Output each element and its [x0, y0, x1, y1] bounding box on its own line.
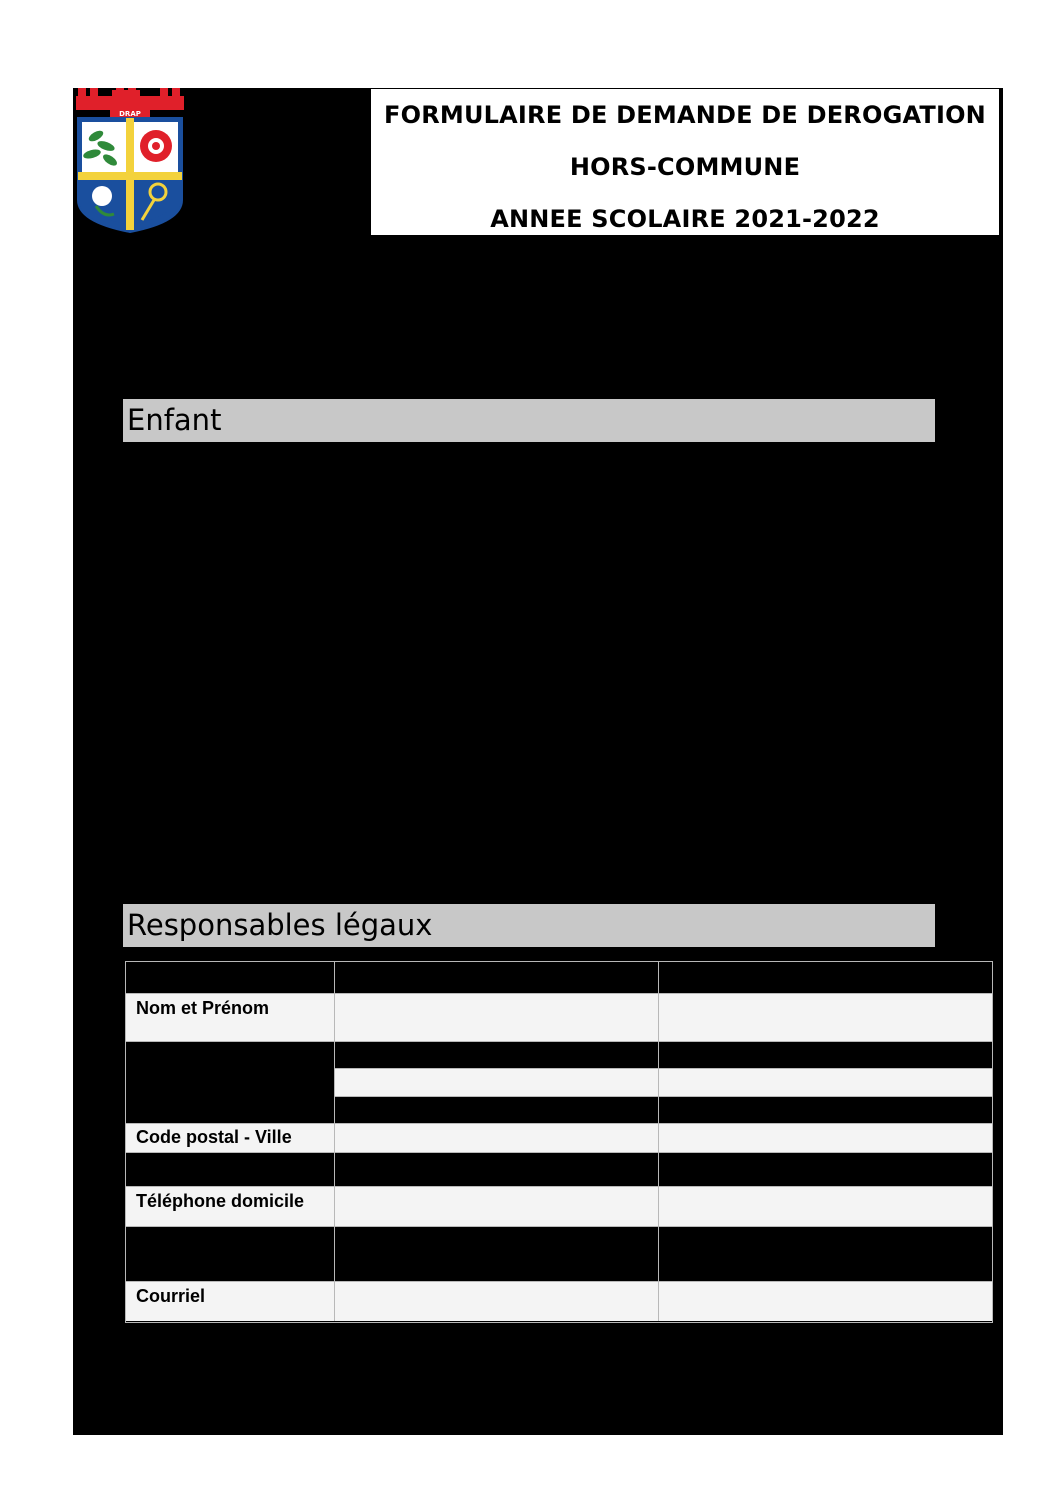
section-header-child: Enfant	[123, 399, 935, 442]
field-address-line1-guardian-1[interactable]	[335, 1042, 659, 1069]
logo-banner-text: DRAP	[119, 110, 141, 118]
label-postal-city: Code postal - Ville	[126, 1124, 335, 1153]
field-postal-city-guardian-1[interactable]	[335, 1124, 659, 1153]
field-postal-city-guardian-2[interactable]	[659, 1124, 992, 1153]
guardians-table	[125, 961, 993, 1323]
form-title-box	[370, 88, 1000, 236]
field-address-line3-guardian-2[interactable]	[659, 1097, 992, 1124]
form-title-line-1: FORMULAIRE DE DEMANDE DE DEROGATION	[384, 101, 986, 129]
table-header-cell	[659, 962, 992, 994]
field-address-line1-guardian-2[interactable]	[659, 1042, 992, 1069]
table-header-cell	[126, 962, 335, 994]
label-home-phone: Téléphone domicile	[126, 1187, 335, 1227]
field-home-phone-guardian-1[interactable]	[335, 1187, 659, 1227]
table-header-row	[126, 962, 992, 994]
field-name-guardian-1[interactable]	[335, 994, 659, 1042]
label-address-redacted	[126, 1042, 335, 1124]
redacted-cell	[126, 1153, 335, 1187]
field-email-guardian-2[interactable]	[659, 1282, 992, 1321]
form-title-line-2: HORS-COMMUNE	[569, 153, 801, 181]
field-name-guardian-2[interactable]	[659, 994, 992, 1042]
redacted-cell[interactable]	[659, 1153, 992, 1187]
table-row-postal-city	[126, 1124, 992, 1153]
redacted-cell[interactable]	[659, 1227, 992, 1282]
table-row-redacted	[126, 1153, 992, 1187]
field-address-line2-guardian-1[interactable]	[335, 1069, 659, 1097]
field-home-phone-guardian-2[interactable]	[659, 1187, 992, 1227]
section-header-guardians: Responsables légaux	[123, 904, 935, 947]
redacted-cell[interactable]	[335, 1153, 659, 1187]
field-address-line2-guardian-2[interactable]	[659, 1069, 992, 1097]
redacted-cell	[126, 1227, 335, 1282]
field-email-guardian-1[interactable]	[335, 1282, 659, 1321]
table-row-address	[126, 1042, 992, 1124]
table-row-email	[126, 1282, 992, 1321]
label-email: Courriel	[126, 1282, 335, 1321]
coat-of-arms-logo	[74, 88, 186, 234]
form-title-line-3: ANNEE SCOLAIRE 2021-2022	[490, 205, 880, 233]
redacted-cell[interactable]	[335, 1227, 659, 1282]
table-row-home-phone	[126, 1187, 992, 1227]
label-name: Nom et Prénom	[126, 994, 335, 1042]
table-header-cell	[335, 962, 659, 994]
field-address-line3-guardian-1[interactable]	[335, 1097, 659, 1124]
table-row-redacted	[126, 1227, 992, 1282]
table-row-name	[126, 994, 992, 1042]
